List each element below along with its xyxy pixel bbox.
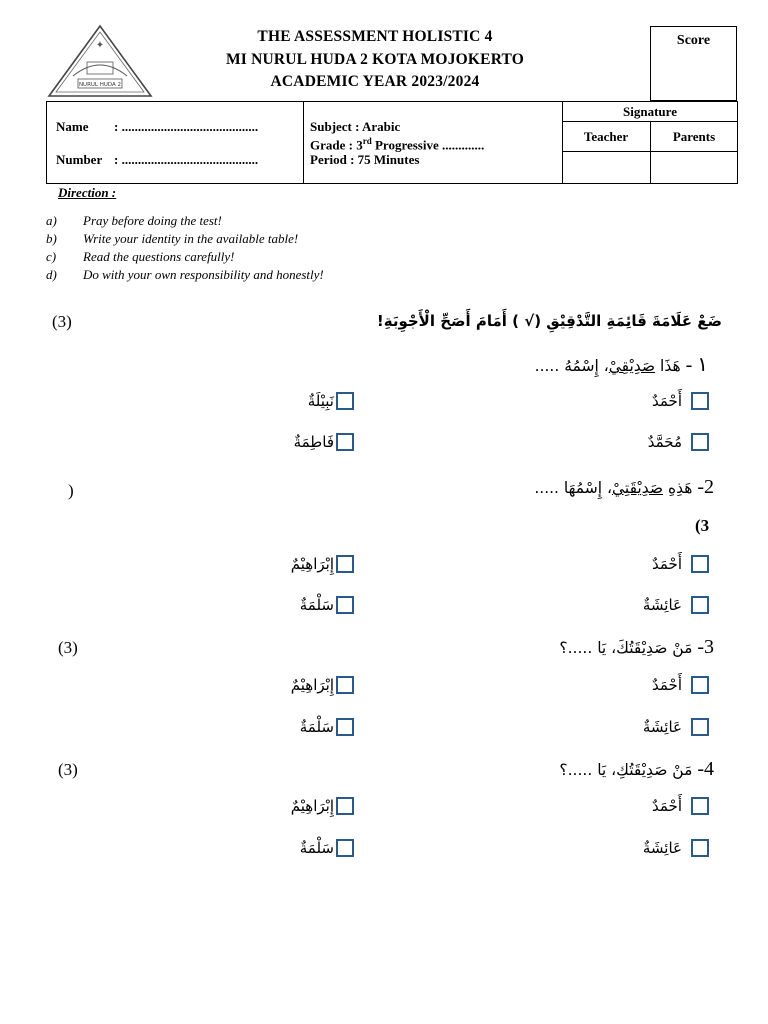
q3-option-text: عَائِشَةٌ <box>642 718 682 736</box>
score-mark: (3) <box>58 638 78 657</box>
q3-option-checkbox[interactable] <box>691 676 709 694</box>
q4-option-checkbox[interactable] <box>336 839 354 857</box>
parents-signature-cell[interactable] <box>651 152 737 183</box>
direction-item: a) Pray before doing the test! <box>46 213 222 228</box>
q2-option-text: إِبْرَاهِيْمٌ <box>290 555 334 573</box>
q2-option-checkbox[interactable] <box>691 596 709 614</box>
q3-option-checkbox[interactable] <box>336 718 354 736</box>
school-logo <box>45 24 155 98</box>
teacher-signature-cell[interactable] <box>563 152 649 183</box>
q1-option-text: أَحْمَدٌ <box>652 392 682 410</box>
number-label: Number <box>56 152 103 167</box>
q1-option-checkbox[interactable] <box>336 433 354 451</box>
q4-option-text: سَلْمَةٌ <box>299 839 334 857</box>
q1-option-text: نَبِيْلَةٌ <box>307 392 334 410</box>
q2-option-text: سَلْمَةٌ <box>299 596 334 614</box>
score-label: Score <box>676 33 711 48</box>
score-mark: (3 <box>695 516 710 535</box>
signature-label: Signature <box>623 104 677 119</box>
grade-text[interactable]: Grade : 3rd Progressive ............. <box>310 136 485 153</box>
parents-label: Parents <box>672 129 716 144</box>
subject-text: Subject : Arabic <box>310 119 401 134</box>
q1-option-checkbox[interactable] <box>336 392 354 410</box>
q4-option-text: أَحْمَدٌ <box>652 797 682 815</box>
name-blank[interactable]: : .......................................... <box>114 119 259 134</box>
score-mark: (3) <box>58 760 78 779</box>
q3-option-text: إِبْرَاهِيْمٌ <box>290 676 334 694</box>
svg-text:NURUL HUDA 2: NURUL HUDA 2 <box>78 82 122 88</box>
direction-title: Direction : <box>58 185 117 200</box>
q1-option-checkbox[interactable] <box>691 433 709 451</box>
q2-option-text: عَائِشَةٌ <box>642 596 682 614</box>
arabic-instruction: ضَعْ عَلَامَةَ قَائِمَةِ التَّدْقِيْقِ (√ ) أَمَامَ أَصَحِّ الْأَجْوِبَةِ! <box>376 312 722 330</box>
question-2: 2- هَذِهِ صَدِيْقَتِيْ، إِسْمُهَا ..... <box>534 476 714 498</box>
number-field[interactable] <box>56 152 258 168</box>
q2-option-checkbox[interactable] <box>691 555 709 573</box>
q3-option-checkbox[interactable] <box>691 718 709 736</box>
header-line-3: ACADEMIC YEAR 2023/2024 <box>270 73 480 90</box>
direction-item: b) Write your identity in the available table! <box>46 231 299 246</box>
q2-option-text: أَحْمَدٌ <box>652 555 682 573</box>
table-divider <box>562 121 738 122</box>
name-field[interactable] <box>56 119 258 135</box>
direction-item: d) Do with your own responsibility and honestly! <box>46 267 324 282</box>
q3-option-text: سَلْمَةٌ <box>299 718 334 736</box>
header-line-2: MI NURUL HUDA 2 KOTA MOJOKERTO <box>225 51 525 68</box>
q4-option-checkbox[interactable] <box>691 839 709 857</box>
number-blank[interactable]: : .......................................... <box>114 152 259 167</box>
q4-option-checkbox[interactable] <box>691 797 709 815</box>
q3-option-text: أَحْمَدٌ <box>652 676 682 694</box>
q1-option-checkbox[interactable] <box>691 392 709 410</box>
question-1: ١ - هَذَا صَدِيْقِيْ، إِسْمُهُ ..... <box>534 354 708 376</box>
q2-option-checkbox[interactable] <box>336 555 354 573</box>
table-divider <box>303 101 304 184</box>
header-line-1: THE ASSESSMENT HOLISTIC 4 <box>257 28 493 45</box>
direction-item: c) Read the questions carefully! <box>46 249 235 264</box>
q2-option-checkbox[interactable] <box>336 596 354 614</box>
name-label: Name <box>56 119 89 134</box>
q4-option-text: عَائِشَةٌ <box>642 839 682 857</box>
q4-option-checkbox[interactable] <box>336 797 354 815</box>
q1-option-text: فَاطِمَةٌ <box>293 433 334 451</box>
q1-option-text: مُحَمَّدٌ <box>647 433 682 451</box>
svg-text:✦: ✦ <box>95 40 105 51</box>
period-text: Period : 75 Minutes <box>310 152 420 167</box>
q3-option-checkbox[interactable] <box>336 676 354 694</box>
score-mark: ) <box>68 481 74 500</box>
teacher-label: Teacher <box>583 129 629 144</box>
q4-option-text: إِبْرَاهِيْمٌ <box>290 797 334 815</box>
question-4: 4- مَنْ صَدِيْقَتُكِ، يَا .....؟ <box>559 758 714 780</box>
question-3: 3- مَنْ صَدِيْقَتُكَ، يَا .....؟ <box>559 636 714 658</box>
score-mark: (3) <box>52 312 72 331</box>
